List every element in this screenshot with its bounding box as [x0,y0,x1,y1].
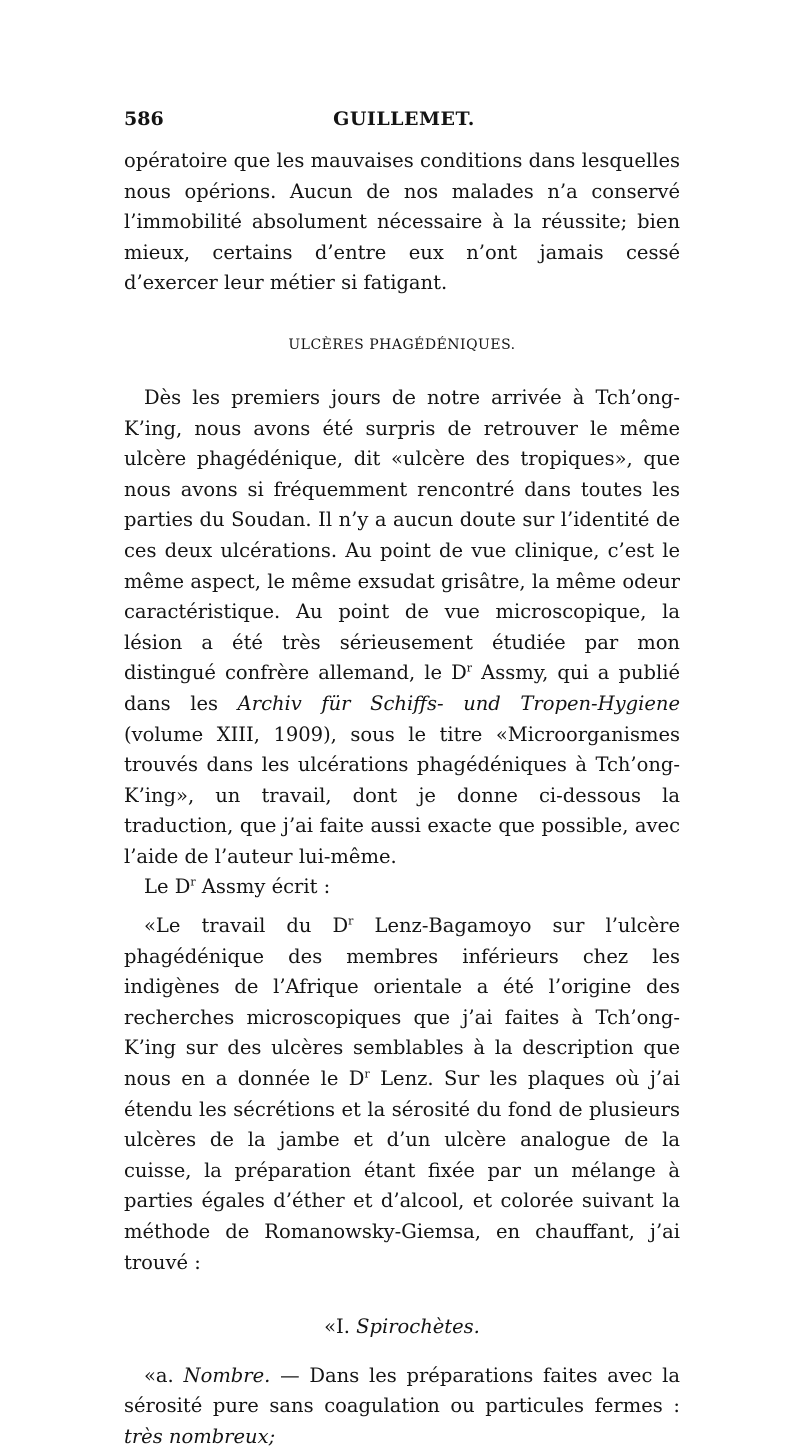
text-run: «I. [324,1315,357,1339]
text-run: Assmy écrit : [195,875,331,899]
superscript: r [466,661,473,675]
text-run: Lenz-Bagamoyo sur l’ulcère phagédénique des membres inférieurs chez les indigènes de l’Afrique orientale a été l’origine des recherches microscopiques que j’ai faites à Tch’ong-K’ing sur des ulcères semblables à la description que nous en a donnée le D [124,914,681,1091]
paragraph-intro [124,383,680,873]
text-run: Lenz. Sur les plaques où j’ai étendu les sécrétions et la sérosité du fond de plusieurs ulcères de la jambe et d’un ulcère analogue de la cuisse, la préparation étant fixée par un mélange à parties égales d’éther et d’alcool, et colorée suivant la méthode de Romanowsky-Giemsa, en chauffant, j’ai trouvé : [124,1067,680,1274]
journal-title: Archiv für Schiffs- und Tropen-Hygiene [237,691,681,715]
text-run: «Le travail du D [144,914,349,938]
page-number: 586 [124,108,164,130]
superscript: r [364,1067,370,1081]
subsection-title: Spirochètes. [356,1315,480,1339]
superscript: r [190,875,196,889]
text-run: «a. [144,1363,184,1387]
term: très nombreux; [124,1424,276,1448]
paragraph-assmy [124,872,680,903]
text-run: Assmy, qui a publié dans les [124,661,680,715]
subsection-heading [124,1312,680,1343]
paragraph-quote [124,911,680,1278]
paragraph-continuation: opératoire que les mauvaises conditions dans lesquelles nous opérions. Aucun de nos malades n’a conservé l’immobilité absolument nécessaire à la réussite; bien mieux, certains d’entre eux n’ont jamais cessé d’exercer leur métier si fatigant. [124,149,680,295]
text-run: Dès les premiers jours de notre arrivée à Tch’ong-K’ing, nous avons été surpris de retrouver le même ulcère phagédénique, dit «ulcère des tropiques», que nous avons si fréquemment rencontré dans toutes les parties du Soudan. Il n’y a aucun doute sur l’identité de ces deux ulcérations. Au point de vue clinique, c’est le même aspect, le même exsudat grisâtre, la même odeur caractéristique. Au point de vue microscopique, la lésion a été très sérieusement étudiée par mon distingué confrère allemand, le D [124,385,680,685]
page-header [124,108,684,138]
running-head: GUILLEMET. [333,108,475,130]
paragraph-nombre [124,1361,680,1453]
superscript: r [348,914,354,928]
text-run: — Dans les préparations faites avec la sérosité pure sans coagulation ou particules fermes : [124,1363,680,1418]
section-title: ULCÈRES PHAGÉDÉNIQUES. [288,336,516,353]
text-run: Le D [144,875,191,899]
term: Nombre. [183,1363,271,1387]
body-text [124,146,680,1453]
text-run: (volume XIII, 1909), sous le titre «Microorganismes trouvés dans les ulcérations phagédéniques à Tch’ong-K’ing», un travail, dont je donne ci-dessous la traduction, que j’ai faite aussi exacte que possible, avec l’aide de l’auteur lui-même. [124,722,680,868]
